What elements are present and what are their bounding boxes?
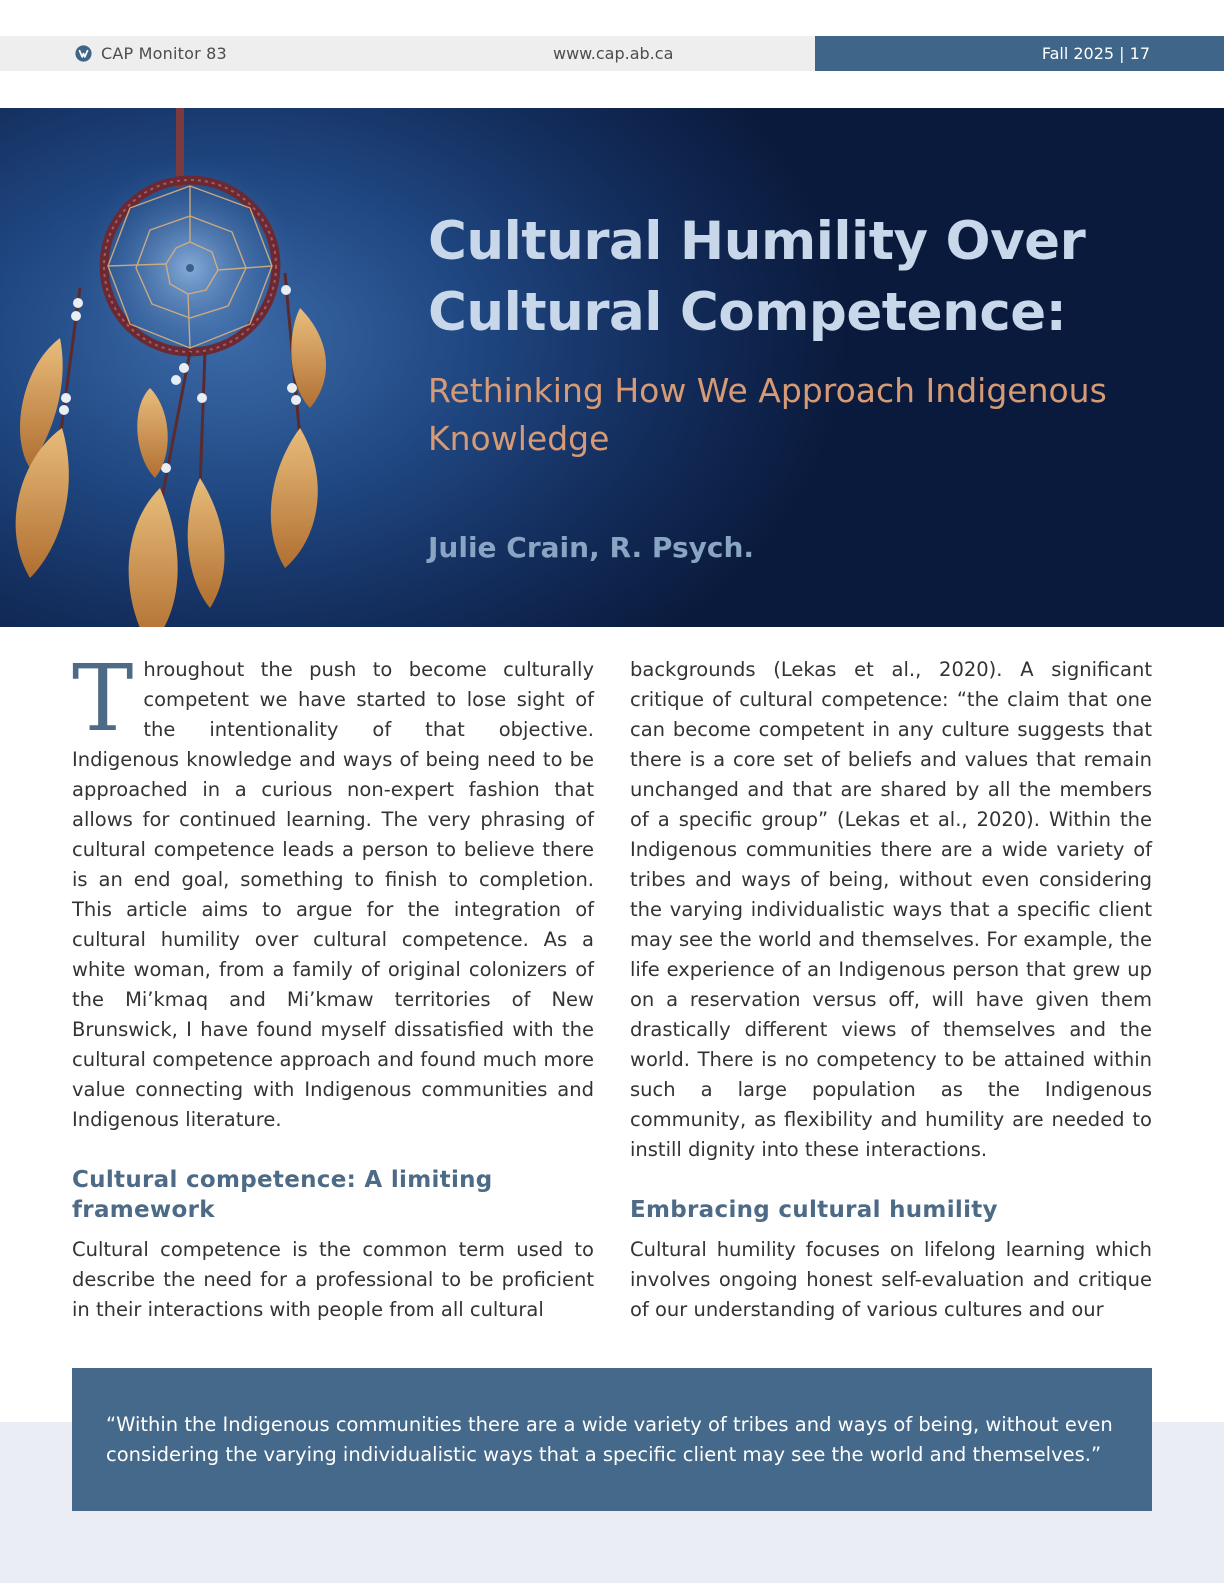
- section-heading-humility: Embracing cultural humility: [630, 1197, 998, 1223]
- intro-text: hroughout the push to become culturally competent we have started to lose sight of the intentionality of that objective. Indigenous knowledge and ways of being need to be approached in a curious non-expert fashion that allows for continued learning. The very phrasing of cultural competence leads a person to believe there is an end goal, something to finish to completion. This article aims to argue for the integration of cultural humility over cultural competence. As a white woman, from a family of original colonizers of the Mi’kmaq and Mi’kmaw territories of New Brunswick, I have found myself dissatisfied with the cultural competence approach and found much more value connecting with Indigenous communities and Indigenous literature.: [72, 658, 594, 1131]
- drop-cap: T: [72, 645, 134, 752]
- cap-logo-icon: [75, 45, 92, 62]
- section1-paragraph: Cultural competence is the common term used to describe the need for a professional to be proficient in their interactions with people from all cultural: [72, 1238, 594, 1321]
- article-title: Cultural Humility Over Cultural Competence:: [428, 211, 1086, 343]
- dreamcatcher-image: [0, 108, 420, 627]
- issue-page-number: Fall 2025 | 17: [1041, 44, 1150, 63]
- hero-banner: [0, 108, 1224, 627]
- article-author: Julie Crain, R. Psych.: [428, 531, 755, 564]
- website-url[interactable]: www.cap.ab.ca: [553, 44, 674, 63]
- article-column-left: [72, 645, 594, 1325]
- section2-paragraph: Cultural humility focuses on lifelong learning which involves ongoing honest self-evaluation and critique of our understanding of various cultures and our: [630, 1238, 1152, 1321]
- article-subtitle: Rethinking How We Approach Indigenous Knowledge: [428, 371, 1107, 458]
- article-column-right: [630, 655, 1152, 1325]
- issue-block: [815, 36, 1224, 71]
- intro-paragraph: [72, 645, 594, 1135]
- section-heading-competence: Cultural competence: A limiting framework: [72, 1167, 493, 1223]
- pull-quote: [72, 1368, 1152, 1511]
- magazine-title: CAP Monitor 83: [101, 44, 227, 63]
- section1-continued-paragraph: backgrounds (Lekas et al., 2020). A significant critique of cultural competence: “the claim that one can become competent in any culture suggests that there is a core set of beliefs and values that remain unchanged and that are shared by all the members of a specific group” (Lekas et al., 2020). Within the Indigenous communities there are a wide variety of tribes and ways of being, without even considering the varying individualistic ways that a specific client may see the world and themselves. For example, the life experience of an Indigenous person that grew up on a reservation versus off, will have given them drastically different views of themselves and the world. There is no competency to be attained within such a large population as the Indigenous community, as flexibility and humility are needed to instill dignity into these interactions.: [630, 658, 1152, 1161]
- pull-quote-text: “Within the Indigenous communities there are a wide variety of tribes and ways of being, without even considering the varying individualistic ways that a specific client may see the world and themselves.”: [106, 1413, 1113, 1466]
- page-header: [0, 36, 1224, 71]
